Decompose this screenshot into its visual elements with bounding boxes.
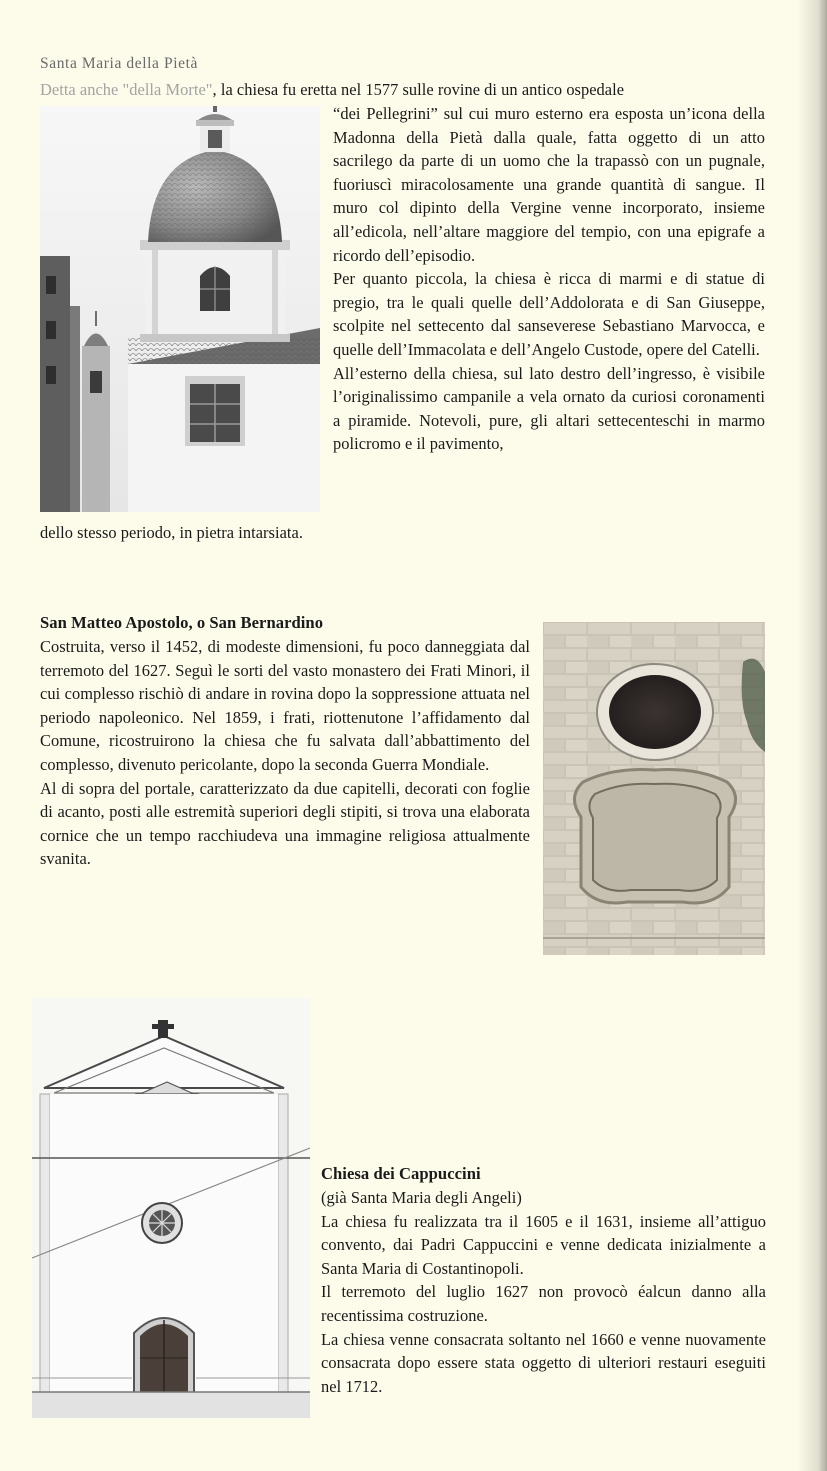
intro-faded-text: Detta anche "della Morte": [40, 80, 213, 99]
paragraph: Al di sopra del portale, caratterizzato da due capitelli, decorati con foglie di acanto, posti alle estremità superiori degli stipiti, si trova una elaborata cornice che un tempo racchiudeva una immagine religiosa attualmente svanita.: [40, 778, 530, 869]
paragraph: La chiesa fu realizzata tra il 1605 e il 1631, insieme all’attiguo convento, dai Padri Cappuccini e venne dedicata inizialmente a Santa Maria di Costantinopoli.: [321, 1211, 766, 1278]
paragraph: Per quanto piccola, la chiesa è ricca di marmi e di statue di pregio, tra le quali quelle dell’Addolorata e di San Giuseppe, scolpite nel settecento dal sanseverese Sebastiano Marvocca, e quelle dell’Immacolata e dell’Angelo Custode, opere del Catelli.: [333, 269, 765, 359]
intro-text: , la chiesa fu eretta nel 1577 sulle rovine di un antico ospedale: [212, 80, 625, 99]
photo-san-matteo-portal-frame: [543, 622, 765, 955]
page-edge-shadow: [797, 0, 827, 1471]
section-subtitle: (già Santa Maria degli Angeli): [321, 1188, 522, 1207]
section-body-santa-maria-della-pieta: [333, 102, 765, 456]
section-title-santa-maria-della-pieta: Santa Maria della Pietà: [40, 55, 198, 72]
section-body-san-matteo-apostolo: [40, 635, 530, 871]
photo-santa-maria-della-pieta-dome: [40, 106, 320, 512]
paragraph: “dei Pellegrini” sul cui muro esterno era esposta un’icona della Madonna della Pietà dalla quale, fatta oggetto di un atto sacrilego da parte di un uomo che la trapassò con un pugnale, fuoriuscì miracolosamente una grande quantità di sangue. Il muro col dipinto della Vergine venne incorporato, insieme all’edicola, nell’altare maggiore del tempio, con una epigrafe a ricordo dell’episodio.: [333, 104, 765, 265]
section-body-chiesa-dei-cappuccini: [321, 1186, 766, 1398]
paragraph: La chiesa venne consacrata soltanto nel 1660 e venne nuovamente consacrata dopo essere stata oggetto di ulteriori restauri eseguiti nel 1712.: [321, 1329, 766, 1396]
section-title-san-matteo-apostolo: San Matteo Apostolo, o San Bernardino: [40, 613, 324, 632]
paragraph: Il terremoto del luglio 1627 non provocò éalcun danno alla recentissima costruzione.: [321, 1282, 766, 1325]
photo-chiesa-dei-cappuccini: [32, 998, 310, 1418]
section-title-chiesa-dei-cappuccini: Chiesa dei Cappuccini: [321, 1164, 481, 1183]
paragraph: All’esterno della chiesa, sul lato destro dell’ingresso, è visibile l’originalissimo campanile a vela ornato da curiosi coronamenti a piramide. Notevoli, pure, gli altari settecenteschi in marmo policromo e il pavimento,: [333, 363, 765, 454]
paragraph-continuation: dello stesso periodo, in pietra intarsiata.: [40, 523, 303, 542]
paragraph: Costruita, verso il 1452, di modeste dimensioni, fu poco danneggiata dal terremoto del 1627. Seguì le sorti del vasto monastero dei Frati Minori, il cui complesso rischiò di andare in rovina dopo la soppressione attuata nel periodo napoleonico. Nel 1859, i frati, riottenutone l’affidamento dal Comune, ricostruirono la chiesa che fu salvata dall’abbattimento del complesso, divenuto pericolante, dopo la seconda Guerra Mondiale.: [40, 637, 530, 774]
section-intro: [40, 78, 767, 102]
